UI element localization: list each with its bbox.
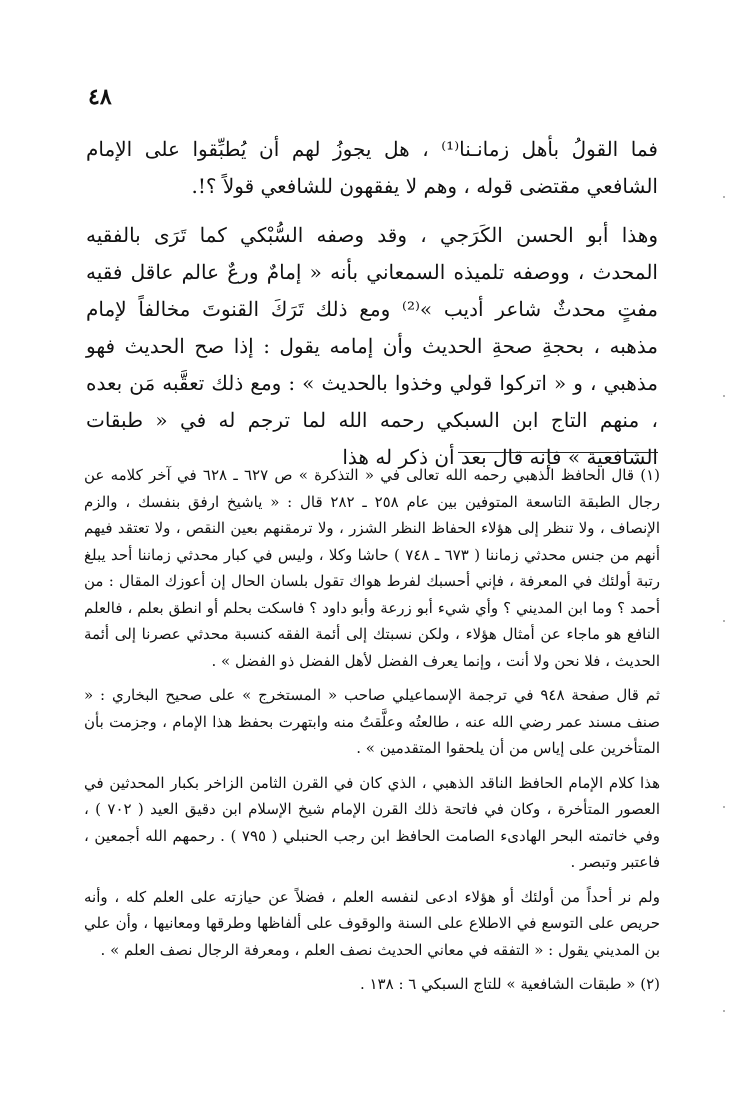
page-edge-marks — [721, 0, 725, 1093]
footnote-1: (١) قال الحافظ الذهبي رحمه الله تعالى في « التذكرة » ص ٦٢٧ ـ ٦٢٨ في آخر كلامه عن رجال الطبقة التاسعة المتوفين بين عام ٢٥٨ ـ ٢٨٢ قال : « ياشيخ ارفق بنفسك ، والزم الإنصاف ، ولا تنظر إلى هؤلاء الحفاظ النظر الشزر ، ولا ترمقنهم بعين النقص ، ولا تعتقد فيهم أنهم من جنس محدثي زماننا ( ٦٧٣ ـ ٧٤٨ ) حاشا وكلا ، وليس في كبار محدثي زماننا أحد يبلغ رتبة أولئك في المعرفة ، فإني أحسبك لفرط هواك تقول بلسان الحال إن أعوزك المقال : من أحمد ؟ وما ابن المديني ؟ وأي شيء أبو زرعة وأبو داود ؟ فاسكت بحلم أو انطق بعلم ، فالعلم النافع هو ماجاء عن أمثال هؤلاء ، ولكن نسبتك إلى أئمة الفقه كنسبة محدثي عصرنا إلى أئمة الحديث ، فلا نحن ولا أنت ، وإنما يعرف الفضل لأهل الفضل ذو الفضل » . — [84, 466, 661, 670]
footnotes — [84, 462, 660, 998]
footnote-separator — [458, 452, 658, 453]
page-number: ٤٨ — [88, 84, 112, 110]
main-paragraph-2: وهذا أبو الحسن الكَرَجي ، وقد وصفه السُّبْكي كما تَرَى بالفقيه المحدث ، ووصفه تلميذه السمعاني بأنه « إمامٌ ورعٌ عالم عاقل فقيه مفتٍ محدثٌ شاعر أديب »⁽²⁾ ومع ذلك تَرَكَ القنوتَ مخالفاً لإمام مذهبه ، بحجةِ صحةِ الحديث وأن إمامه يقول : إذا صح الحديث فهو مذهبي ، و « اتركوا قولي وخذوا بالحديث » : ومع ذلك تعقَّبه مَن بعده ، منهم التاج ابن السبكي رحمه الله لما ترجم له في « طبقات الشافعية » فإنه قال بعد أن ذكر له هذا — [86, 223, 659, 469]
footnote-1-continued-b: هذا كلام الإمام الحافظ الناقد الذهبي ، الذي كان في القرن الثامن الزاخر بكبار المحدثين في العصور المتأخرة ، وكان في فاتحة ذلك القرن الإمام شيخ الإسلام ابن دقيق العيد ( ٧٠٢ ) ، وفي خاتمته البحر الهادىء الصامت الحافظ ابن رجب الحنبلي ( ٧٩٥ ) . رحمهم الله أجمعين ، فاعتبر وتبصر . — [84, 773, 661, 871]
footnote-2: (٢) « طبقات الشافعية » للتاج السبكي ٦ : ١٣٨ . — [359, 975, 660, 993]
footnote-1-continued-c: ولم نر أحداً من أولئك أو هؤلاء ادعى لنفسه العلم ، فضلاً عن حيازته على العلم كله ، وأنه حريص على التوسع في الاطلاع على السنة والوقوف على ألفاظها وطرقها ومعانيها ، وأن علي بن المديني يقول : « التفقه في معاني الحديث نصف العلم ، ومعرفة الرجال نصف العلم » . — [84, 887, 660, 959]
main-text — [86, 131, 658, 476]
main-paragraph-1: فما القولُ بأهل زمانـنا⁽¹⁾ ، هل يجوزُ لهم أن يُطبِّقوا على الإمام الشافعي مقتضى قوله ، وهم لا يفقهون للشافعي قولاً ؟!. — [86, 137, 658, 198]
footnote-1-continued-a: ثم قال صفحة ٩٤٨ في ترجمة الإسماعيلي صاحب « المستخرج » على صحيح البخاري : « صنف مسند عمر رضي الله عنه ، طالعتُه وعلَّقتُ منه وابتهرت بحفظ هذا الإمام ، وجزمت بأن المتأخرين على إياس من أن يلحقوا المتقدمين » . — [84, 686, 660, 757]
